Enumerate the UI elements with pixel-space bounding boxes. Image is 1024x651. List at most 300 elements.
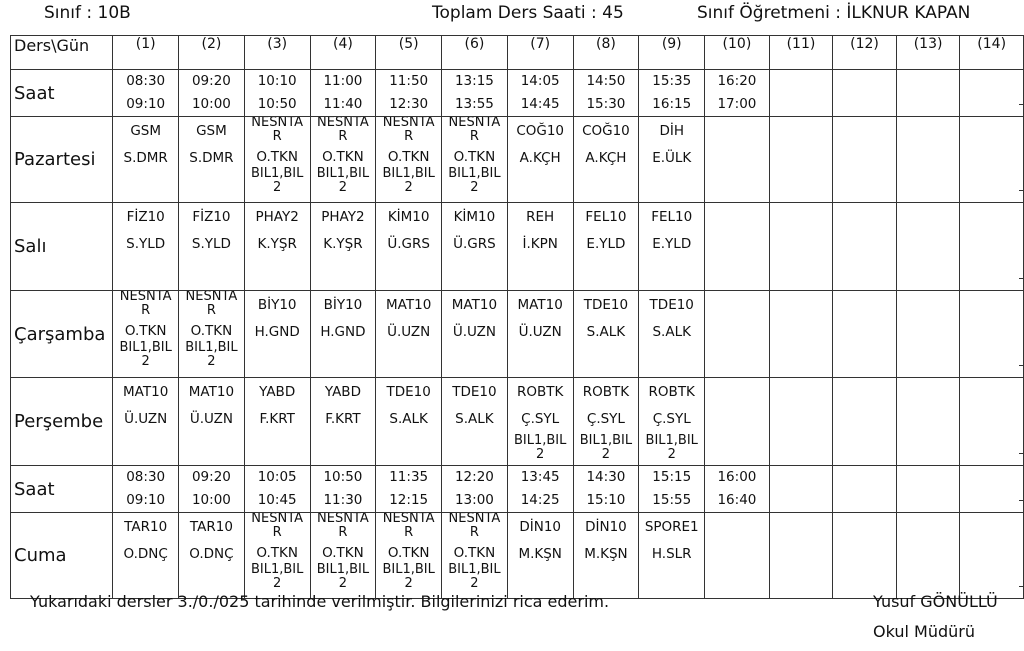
lesson-cell (960, 117, 1024, 203)
course-code-wrap: R (338, 525, 348, 540)
time-cell (244, 466, 310, 513)
course-code: MAT10 (188, 384, 235, 400)
course-code: MAT10 (451, 297, 498, 313)
teacher-code: O.DNÇ (189, 546, 234, 562)
course-code-wrap: R (404, 525, 414, 540)
classroom: BIL1,BIL (185, 340, 238, 355)
lesson-cell (113, 378, 179, 466)
teacher-code: H.SLR (651, 546, 692, 562)
teacher-code: O.TKN (256, 149, 298, 165)
time-cell (833, 70, 897, 117)
lesson-cell (896, 117, 960, 203)
lesson-cell (573, 378, 639, 466)
classroom-wrap: 2 (470, 180, 479, 195)
column-header: (5) (376, 36, 442, 70)
lesson-cell (896, 203, 960, 291)
lesson-cell (310, 291, 376, 378)
end-time: 14:25 (520, 492, 560, 508)
lesson-cell (376, 513, 442, 599)
start-time: 10:50 (323, 469, 363, 485)
time-cell (507, 70, 573, 117)
lesson-cell (896, 513, 960, 599)
teacher-code: O.TKN (256, 545, 298, 561)
teacher-code: O.TKN (322, 545, 364, 561)
start-time: 15:35 (652, 73, 692, 89)
row-label: Saat (11, 70, 113, 117)
classroom-wrap: 2 (404, 180, 413, 195)
teacher-code: Ü.UZN (387, 324, 431, 340)
course-code-wrap: R (469, 129, 479, 144)
column-header: (8) (573, 36, 639, 70)
course-code: ROBTK (582, 384, 630, 400)
teacher-code: Ç.SYL (521, 411, 560, 427)
lesson-cell (179, 117, 245, 203)
teacher-code: O.TKN (453, 149, 496, 165)
teacher-code: S.ALK (586, 324, 626, 340)
teacher-code: Ü.UZN (189, 411, 233, 427)
start-time: 13:15 (454, 73, 494, 89)
end-time: 12:15 (389, 492, 429, 508)
time-cell (639, 70, 705, 117)
row-label: Perşembe (11, 378, 113, 466)
classroom: BIL1,BIL (119, 340, 172, 355)
footer-note: Yukarıdaki dersler 3./0./025 tarihinde verilmiştir. Bilgilerinizi rica ederim. (30, 592, 610, 611)
lesson-cell (179, 291, 245, 378)
teacher-code: Ç.SYL (586, 411, 625, 427)
start-time: 10:10 (257, 73, 297, 89)
course-code: REH (526, 209, 555, 225)
course-code: NESNTA (317, 116, 369, 130)
start-time: 16:20 (717, 73, 757, 89)
teacher-code: S.ALK (455, 411, 494, 427)
lesson-cell (960, 513, 1024, 599)
total-hours-label: Toplam Ders Saati : 45 (432, 3, 624, 23)
course-code-wrap: R (206, 303, 216, 318)
course-code: DİH (659, 123, 684, 139)
end-time: 12:30 (389, 96, 429, 112)
course-code: FEL10 (651, 209, 693, 225)
course-code: TDE10 (386, 384, 431, 400)
column-header: (1) (113, 36, 179, 70)
principal-name: Yusuf GÖNÜLLÜ (873, 592, 998, 611)
time-cell (769, 466, 833, 513)
lesson-cell (639, 291, 705, 378)
course-code: NESNTA (251, 116, 304, 130)
start-time: 09:20 (191, 73, 231, 89)
teacher-code: M.KŞN (584, 546, 628, 562)
classroom: BIL1,BIL (645, 433, 698, 448)
course-code: ROBTK (516, 384, 564, 400)
end-time: 15:30 (586, 96, 626, 112)
lesson-cell (705, 513, 770, 599)
teacher-code: İ.KPN (522, 236, 558, 252)
lesson-cell (376, 378, 442, 466)
time-cell (507, 466, 573, 513)
lesson-cell (244, 378, 310, 466)
lesson-cell (833, 203, 897, 291)
teacher-code: Ç.SYL (652, 411, 691, 427)
end-time: 15:55 (652, 492, 692, 508)
time-cell (769, 70, 833, 117)
time-cell (376, 70, 442, 117)
lesson-cell (833, 378, 897, 466)
course-code: TAR10 (124, 519, 168, 535)
course-code: KİM10 (387, 209, 430, 225)
column-header: (13) (896, 36, 960, 70)
start-time: 12:20 (454, 469, 494, 485)
time-cell (179, 466, 245, 513)
teacher-code: A.KÇH (585, 150, 627, 166)
column-header: (9) (639, 36, 705, 70)
classroom: BIL1,BIL (316, 166, 370, 181)
course-code: GSM (196, 123, 227, 139)
teacher-code: K.YŞR (323, 236, 363, 252)
course-code: FEL10 (585, 209, 627, 225)
lesson-cell (507, 117, 573, 203)
teacher-code: Ü.GRS (453, 236, 496, 252)
class-label: Sınıf : 10B (44, 3, 131, 23)
teacher-code: E.ÜLK (652, 150, 692, 166)
teacher-code: H.GND (254, 324, 300, 340)
lesson-cell (310, 203, 376, 291)
teacher-code: O.TKN (124, 323, 167, 339)
day-row (11, 378, 1024, 466)
lesson-cell (573, 203, 639, 291)
course-code: NESNTA (382, 116, 435, 130)
lesson-cell (507, 378, 573, 466)
lesson-cell (113, 291, 179, 378)
course-code: PHAY2 (321, 209, 365, 225)
classroom-wrap: 2 (470, 576, 479, 591)
course-code: NESNTA (251, 512, 304, 526)
lesson-cell (639, 117, 705, 203)
time-cell (113, 466, 179, 513)
teacher-code: S.YLD (126, 236, 166, 252)
course-code: ROBTK (648, 384, 695, 400)
lesson-cell (573, 117, 639, 203)
teacher-code: Ü.UZN (452, 324, 496, 340)
end-time: 16:15 (652, 96, 692, 112)
classroom: BIL1,BIL (250, 562, 304, 577)
teacher-code: A.KÇH (519, 150, 561, 166)
teacher-code: K.YŞR (257, 236, 297, 252)
time-cell (705, 466, 770, 513)
teacher-code: S.DMR (189, 150, 234, 166)
lesson-cell (833, 513, 897, 599)
lesson-cell (310, 513, 376, 599)
classroom: BIL1,BIL (382, 166, 435, 181)
lesson-cell (769, 203, 833, 291)
lesson-cell (705, 117, 770, 203)
end-time: 10:00 (191, 96, 231, 112)
end-time: 17:00 (717, 96, 757, 112)
start-time: 10:05 (257, 469, 297, 485)
time-cell (244, 70, 310, 117)
teacher-code: O.TKN (387, 149, 430, 165)
time-cell (639, 466, 705, 513)
start-time: 14:50 (586, 73, 626, 89)
day-row (11, 291, 1024, 378)
lesson-cell (244, 203, 310, 291)
column-header: (6) (442, 36, 508, 70)
teacher-code: H.GND (320, 324, 366, 340)
course-code: FİZ10 (192, 209, 231, 225)
start-time: 14:05 (520, 73, 560, 89)
lesson-cell (573, 513, 639, 599)
column-header: (11) (769, 36, 833, 70)
row-label: Salı (11, 203, 113, 291)
start-time: 11:00 (323, 73, 363, 89)
start-time: 15:15 (652, 469, 692, 485)
course-code-wrap: R (404, 129, 414, 144)
course-code: NESNTA (382, 512, 435, 526)
lesson-cell (244, 291, 310, 378)
column-header: (2) (179, 36, 245, 70)
lesson-cell (442, 203, 508, 291)
end-time: 14:45 (520, 96, 560, 112)
lesson-cell (960, 203, 1024, 291)
classroom: BIL1,BIL (448, 166, 501, 181)
classroom-wrap: 2 (338, 180, 348, 195)
column-header: (12) (833, 36, 897, 70)
teacher-code: F.KRT (325, 411, 361, 427)
lesson-cell (833, 291, 897, 378)
time-cell (896, 70, 960, 117)
time-cell (179, 70, 245, 117)
lesson-cell (376, 291, 442, 378)
teacher-code: Ü.UZN (124, 411, 168, 427)
teacher-code: M.KŞN (518, 546, 562, 562)
time-cell (442, 466, 508, 513)
course-code: NESNTA (317, 512, 369, 526)
time-cell (442, 70, 508, 117)
day-row (11, 117, 1024, 203)
classroom-wrap: 2 (404, 576, 413, 591)
course-code-wrap: R (272, 129, 282, 144)
lesson-cell (507, 291, 573, 378)
lesson-cell (769, 513, 833, 599)
course-code: NESNTA (185, 290, 238, 304)
lesson-cell (769, 378, 833, 466)
column-header: (7) (507, 36, 573, 70)
classroom-wrap: 2 (273, 576, 282, 591)
lesson-cell (705, 291, 770, 378)
time-cell (376, 466, 442, 513)
lesson-cell (442, 513, 508, 599)
end-time: 09:10 (126, 96, 166, 112)
course-code: TAR10 (189, 519, 233, 535)
course-code: BİY10 (323, 297, 363, 313)
end-time: 10:50 (257, 96, 297, 112)
teacher-code: S.DMR (123, 150, 168, 166)
lesson-cell (244, 513, 310, 599)
course-code: COĞ10 (516, 123, 565, 139)
lesson-cell (376, 117, 442, 203)
column-header: (4) (310, 36, 376, 70)
start-time: 16:00 (717, 469, 757, 485)
course-code: NESNTA (448, 512, 501, 526)
lesson-cell (113, 117, 179, 203)
course-code: NESNTA (119, 290, 172, 304)
lesson-cell (376, 203, 442, 291)
end-time: 16:40 (717, 492, 757, 508)
course-code: GSM (130, 123, 162, 139)
teacher-code: Ü.UZN (518, 324, 562, 340)
teacher-code: O.TKN (387, 545, 430, 561)
teacher-code: S.ALK (652, 324, 691, 340)
lesson-cell (179, 378, 245, 466)
row-label: Cuma (11, 513, 113, 599)
start-time: 14:30 (586, 469, 626, 485)
lesson-cell (769, 117, 833, 203)
end-time: 11:30 (323, 492, 363, 508)
course-code: TDE10 (583, 297, 629, 313)
course-code: KİM10 (453, 209, 496, 225)
teacher-code: S.ALK (389, 411, 428, 427)
course-code: DİN10 (519, 519, 561, 535)
lesson-cell (507, 513, 573, 599)
lesson-cell (507, 203, 573, 291)
lesson-cell (705, 203, 770, 291)
teacher-code: E.YLD (586, 236, 626, 252)
classroom: BIL1,BIL (448, 562, 501, 577)
time-cell (833, 466, 897, 513)
classroom: BIL1,BIL (382, 562, 435, 577)
course-code: YABD (259, 384, 296, 400)
classroom-wrap: 2 (207, 354, 216, 369)
start-time: 08:30 (126, 73, 166, 89)
lesson-cell (573, 291, 639, 378)
lesson-cell (244, 117, 310, 203)
lesson-cell (310, 378, 376, 466)
time-row (11, 70, 1024, 117)
teacher-code: E.YLD (652, 236, 692, 252)
teacher-code: O.TKN (453, 545, 496, 561)
row-label: Pazartesi (11, 117, 113, 203)
classroom-wrap: 2 (536, 447, 545, 462)
course-code: NESNTA (448, 116, 501, 130)
end-time: 13:00 (454, 492, 494, 508)
classroom-wrap: 2 (141, 354, 150, 369)
day-row (11, 203, 1024, 291)
lesson-cell (442, 291, 508, 378)
start-time: 13:45 (520, 469, 560, 485)
course-code: MAT10 (386, 297, 432, 313)
lesson-cell (833, 117, 897, 203)
lesson-cell (769, 291, 833, 378)
time-cell (310, 70, 376, 117)
lesson-cell (639, 513, 705, 599)
time-cell (310, 466, 376, 513)
row-label: Çarşamba (11, 291, 113, 378)
course-code: SPORE1 (644, 519, 699, 535)
teacher-code: O.DNÇ (123, 546, 168, 562)
time-cell (896, 466, 960, 513)
course-code: FİZ10 (126, 209, 165, 225)
classroom: BIL1,BIL (316, 562, 370, 577)
end-time: 09:10 (126, 492, 166, 508)
course-code-wrap: R (141, 303, 151, 318)
start-time: 09:20 (191, 469, 231, 485)
lesson-cell (310, 117, 376, 203)
course-code-wrap: R (338, 129, 348, 144)
time-cell (573, 466, 639, 513)
course-code: TDE10 (452, 384, 497, 400)
end-time: 10:00 (191, 492, 231, 508)
lesson-cell (442, 117, 508, 203)
start-time: 11:50 (389, 73, 429, 89)
teacher-code: O.TKN (322, 149, 364, 165)
course-code: YABD (324, 384, 361, 400)
end-time: 10:45 (257, 492, 297, 508)
time-cell (960, 466, 1024, 513)
teacher-code: F.KRT (259, 411, 295, 427)
course-code: DİN10 (585, 519, 627, 535)
lesson-cell (896, 291, 960, 378)
class-teacher-label: Sınıf Öğretmeni : İLKNUR KAPAN (697, 3, 971, 23)
lesson-cell (896, 378, 960, 466)
classroom-wrap: 2 (601, 447, 611, 462)
end-time: 13:55 (454, 96, 494, 112)
teacher-code: O.TKN (190, 323, 233, 339)
start-time: 11:35 (389, 469, 429, 485)
lesson-cell (113, 203, 179, 291)
end-time: 11:40 (323, 96, 363, 112)
lesson-cell (179, 513, 245, 599)
course-code-wrap: R (272, 525, 282, 540)
lesson-cell (639, 378, 705, 466)
lesson-cell (960, 378, 1024, 466)
classroom-wrap: 2 (338, 576, 348, 591)
column-header: (14) (960, 36, 1024, 70)
lesson-cell (639, 203, 705, 291)
course-code-wrap: R (469, 525, 479, 540)
time-cell (960, 70, 1024, 117)
teacher-code: S.YLD (191, 236, 231, 252)
principal-title: Okul Müdürü (873, 622, 975, 641)
corner-header: Ders\Gün (11, 36, 113, 70)
course-code: BİY10 (257, 297, 297, 313)
lesson-cell (113, 513, 179, 599)
column-header: (10) (705, 36, 770, 70)
time-row (11, 466, 1024, 513)
start-time: 08:30 (126, 469, 166, 485)
lesson-cell (705, 378, 770, 466)
classroom: BIL1,BIL (513, 433, 567, 448)
day-row (11, 513, 1024, 599)
classroom-wrap: 2 (667, 447, 676, 462)
time-cell (573, 70, 639, 117)
course-code: MAT10 (517, 297, 563, 313)
end-time: 15:10 (586, 492, 626, 508)
lesson-cell (442, 378, 508, 466)
classroom: BIL1,BIL (579, 433, 633, 448)
lesson-cell (179, 203, 245, 291)
lesson-cell (960, 291, 1024, 378)
classroom-wrap: 2 (273, 180, 282, 195)
course-code: PHAY2 (255, 209, 299, 225)
course-code: COĞ10 (582, 123, 630, 139)
course-code: TDE10 (649, 297, 694, 313)
teacher-code: Ü.GRS (387, 236, 430, 252)
classroom: BIL1,BIL (250, 166, 304, 181)
row-label: Saat (11, 466, 113, 513)
column-header: (3) (244, 36, 310, 70)
time-cell (113, 70, 179, 117)
course-code: MAT10 (123, 384, 169, 400)
time-cell (705, 70, 770, 117)
timetable (10, 35, 1024, 599)
